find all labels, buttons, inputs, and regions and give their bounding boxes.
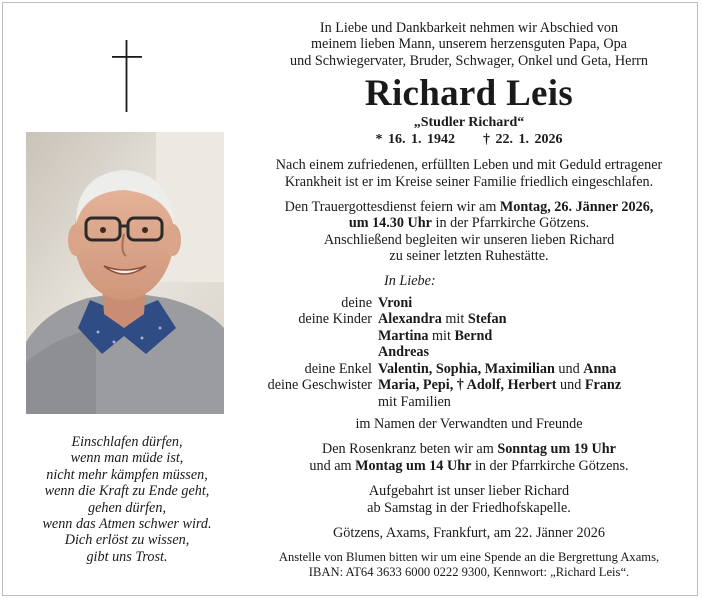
intro-line: In Liebe und Dankbarkeit nehmen wir Abschied von: [319, 20, 619, 36]
cross-icon: [112, 40, 142, 112]
rosary-line: und am Montag um 14 Uhr in der Pfarrkirche Götzens.: [309, 457, 629, 474]
birth-date: * 16. 1. 1942: [375, 132, 455, 148]
place-date: Götzens, Axams, Frankfurt, am 22. Jänner 2026: [333, 524, 605, 541]
poem-line: wenn das Atmen schwer wird.: [42, 516, 212, 533]
family-list: [246, 273, 692, 410]
notice-text: [246, 20, 692, 580]
passing-line: Krankheit ist er im Kreise seiner Familie friedlich eingeschlafen.: [284, 173, 654, 190]
poem-line: wenn die Kraft zu Ende geht,: [44, 483, 210, 500]
poem-line: Dich erlöst zu wissen,: [64, 532, 190, 549]
relatives-line: im Namen der Verwandten und Freunde: [355, 415, 583, 432]
family-row: deine Geschwister Maria, Pepi, † Adolf, Herbert und Franz: [267, 377, 622, 394]
death-date: † 22. 1. 2026: [483, 132, 563, 148]
donation-line: IBAN: AT64 3633 6000 0222 9300, Kennwort: „Richard Leis“.: [308, 565, 630, 580]
poem-line: Einschlafen dürfen,: [71, 434, 183, 450]
donation-line: Anstelle von Blumen bitten wir um eine Spende an die Bergrettung Axams,: [278, 550, 660, 565]
intro-line: meinem lieben Mann, unserem herzensguten Papa, Opa: [311, 36, 627, 53]
portrait-photo: [26, 132, 224, 414]
poem-line: gibt uns Trost.: [86, 548, 168, 565]
poem-line: gehen dürfen,: [87, 499, 166, 516]
family-row: deine Enkel Valentin, Sophia, Maximilian und Anna: [304, 360, 617, 377]
family-row: Martina mit Bernd: [378, 327, 493, 344]
passing-line: Nach einem zufriedenen, erfüllten Leben und mit Geduld ertragener: [275, 157, 663, 174]
laid-out-line: Aufgebahrt ist unser lieber Richard: [368, 483, 570, 500]
service-line: zu seiner letzten Ruhestätte.: [389, 248, 549, 265]
rosary-line: Den Rosenkranz beten wir am Sonntag um 19 Uhr: [322, 441, 616, 458]
service-line: Anschließend begleiten wir unseren lieben Richard: [323, 231, 615, 248]
family-row: deine Vroni: [341, 295, 413, 312]
poem-line: nicht mehr kämpfen müssen,: [46, 466, 208, 483]
service-line: Den Trauergottesdienst feiern wir am Montag, 26. Jänner 2026,: [284, 199, 654, 216]
deceased-name: Richard Leis: [364, 73, 574, 115]
life-dates: [246, 131, 692, 148]
service-line: um 14.30 Uhr in der Pfarrkirche Götzens.: [348, 215, 590, 232]
consolation-poem: [14, 434, 240, 565]
family-row: mit Familien: [378, 393, 451, 410]
family-row: deine Kinder Alexandra mit Stefan: [298, 311, 507, 328]
intro-line: und Schwiegervater, Bruder, Schwager, Onkel und Geta, Herrn: [290, 52, 648, 69]
poem-line: wenn man müde ist,: [70, 450, 184, 467]
laid-out-line: ab Samstag in der Friedhofskapelle.: [367, 499, 571, 516]
family-heading: In Liebe:: [384, 272, 436, 289]
family-row: Andreas: [378, 344, 429, 361]
deceased-nickname: „Studler Richard“: [413, 115, 525, 131]
